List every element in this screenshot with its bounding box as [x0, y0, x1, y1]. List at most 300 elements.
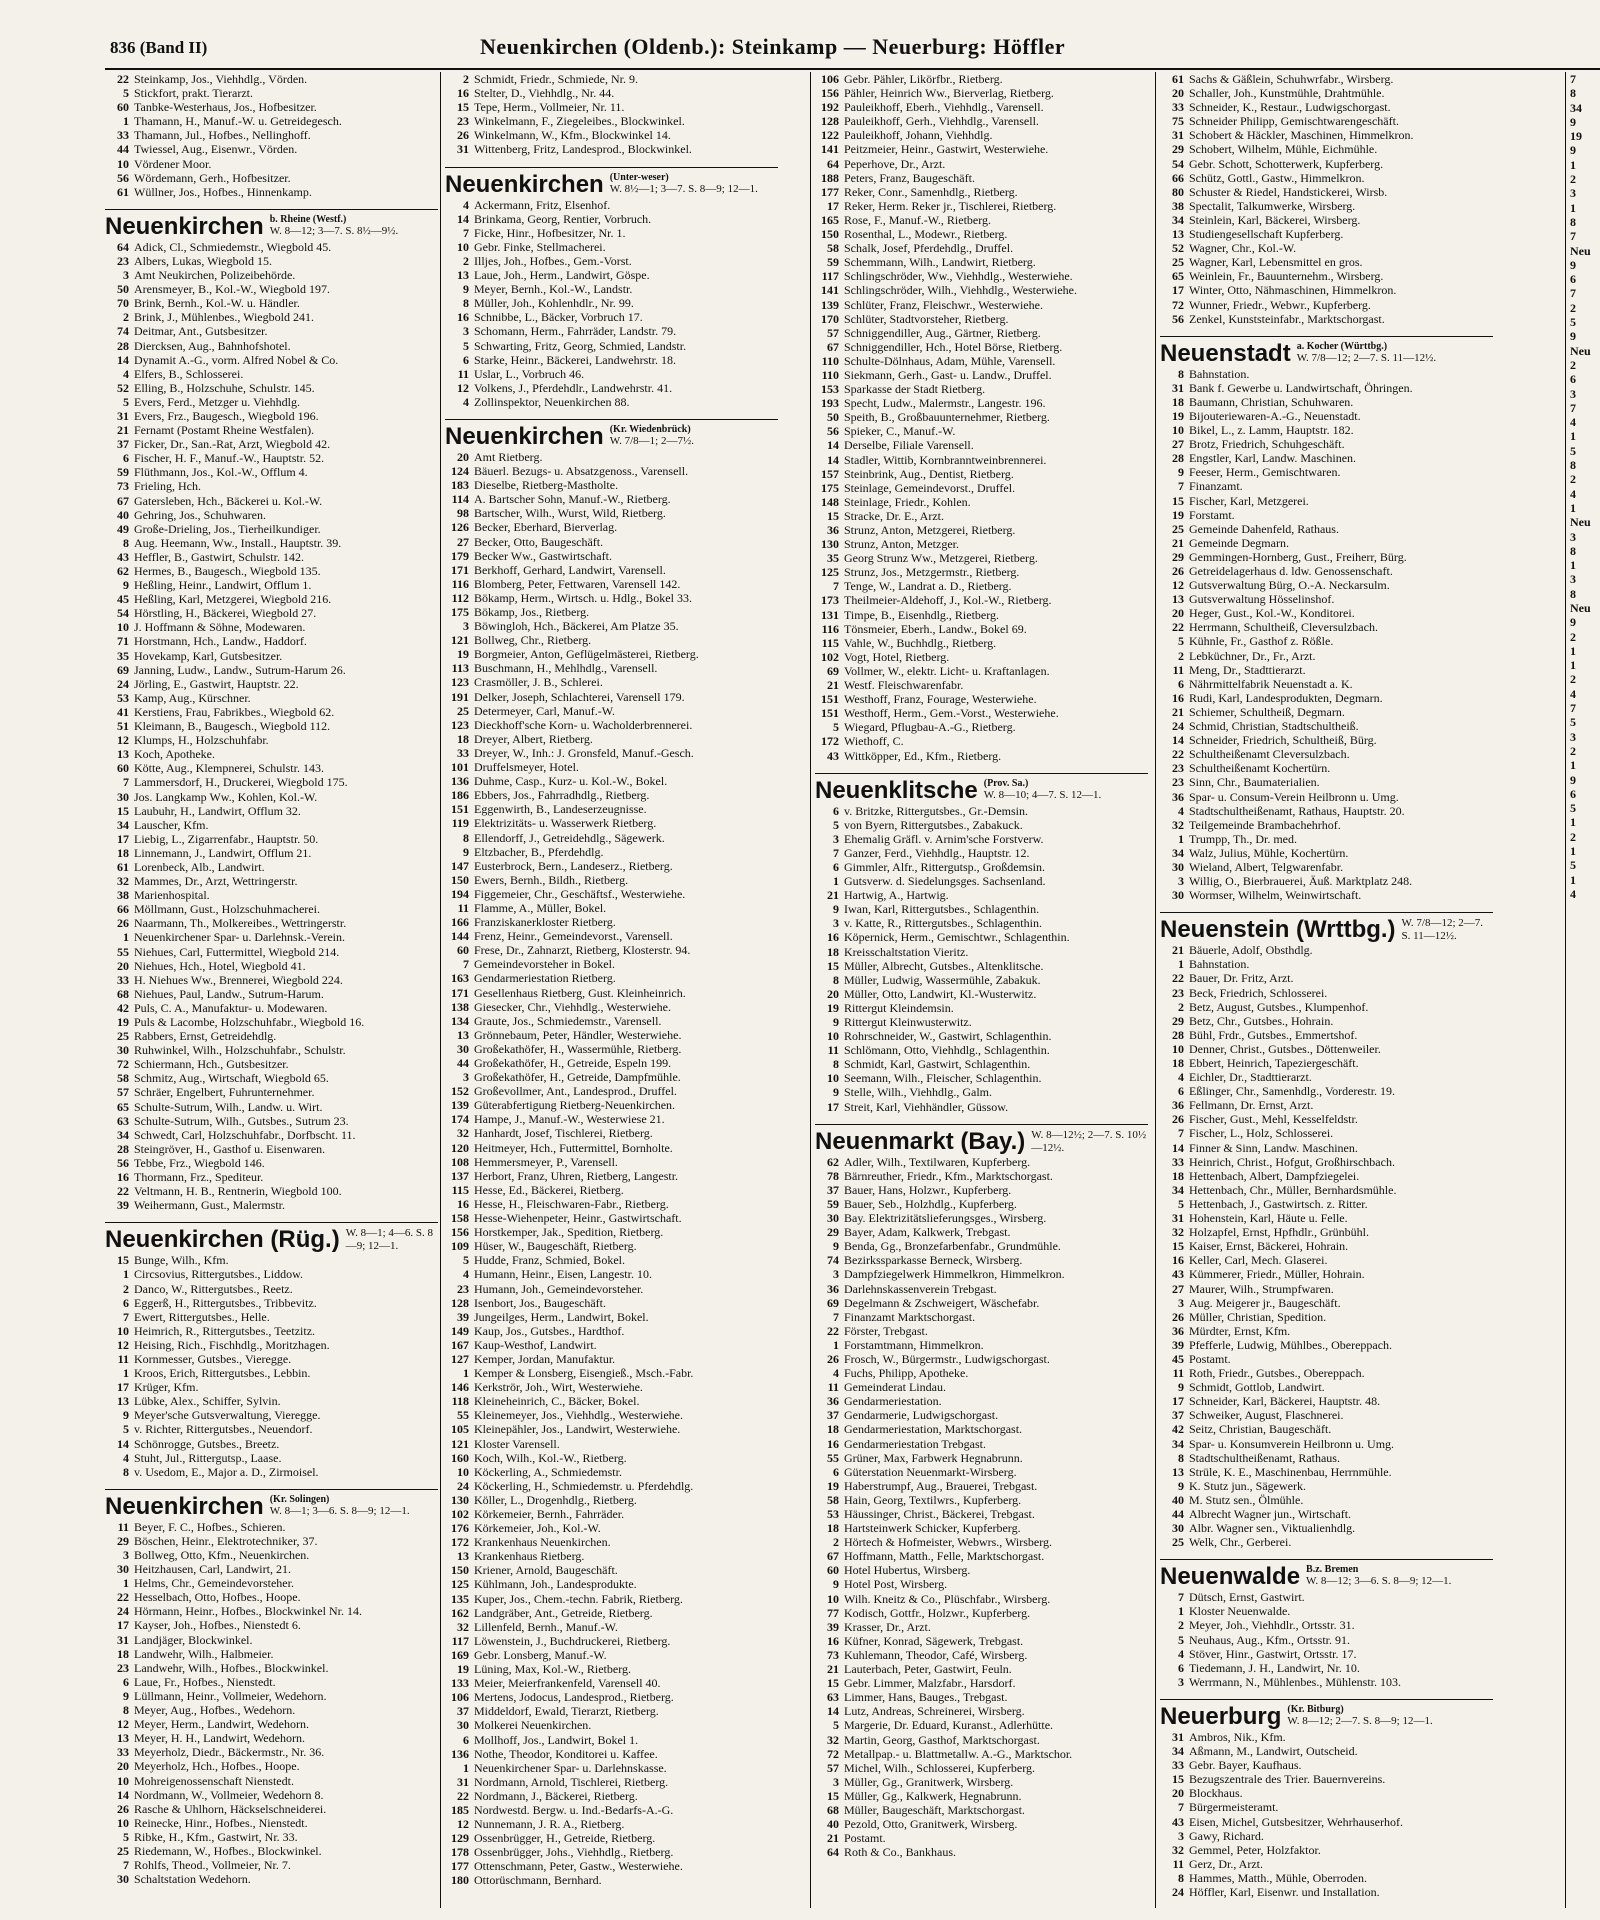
list-item: [105, 1352, 438, 1366]
list-item: [815, 1577, 1148, 1591]
phone-number: 14: [117, 1787, 129, 1802]
phone-number: 31: [1172, 380, 1184, 395]
entry-list: [815, 72, 1148, 763]
phone-number: 5: [833, 720, 839, 735]
subscriber-entry: Rohlfs, Theod., Vollmeier, Nr. 7.: [134, 1858, 291, 1873]
list-item: [1160, 1310, 1493, 1324]
phone-number: 50: [117, 282, 129, 297]
section-heading: [1160, 341, 1493, 367]
subscriber-entry: Fernamt (Postamt Rheine Westfalen).: [134, 423, 315, 438]
list-item: [1160, 818, 1493, 832]
phone-number: 7: [1178, 1590, 1184, 1605]
subscriber-entry: Isenbort, Jos., Baugeschäft.: [474, 1295, 606, 1310]
phone-number: 13: [457, 1549, 469, 1564]
phone-number: 34: [1172, 212, 1184, 227]
subscriber-entry: Weihermann, Gust., Malermstr.: [134, 1198, 286, 1213]
list-item: [1160, 592, 1493, 606]
phone-number: 19: [457, 647, 469, 662]
subscriber-entry: Uslar, L., Vorbruch 46.: [474, 366, 585, 381]
list-item: [1160, 86, 1493, 100]
list-item: [445, 1662, 778, 1676]
subscriber-entry: Eggerß, H., Rittergutsbes., Tribbevitz.: [134, 1295, 317, 1310]
subscriber-entry: Laue, Fr., Hofbes., Nienstedt.: [134, 1674, 276, 1689]
subscriber-entry: Kuhlemann, Theodor, Café, Wirsberg.: [844, 1647, 1028, 1662]
phone-number: 19: [117, 1015, 129, 1029]
phone-number: 23: [1172, 985, 1184, 1000]
list-item: [815, 199, 1148, 213]
phone-number: 17: [117, 831, 129, 846]
column-divider: [1155, 72, 1156, 1908]
phone-number: 35: [117, 648, 129, 663]
list-item: [815, 1085, 1148, 1099]
phone-number: 18: [117, 1646, 129, 1661]
phone-number: 133: [451, 1676, 469, 1691]
phone-number: 6: [463, 1732, 469, 1747]
subscriber-entry: Hesselbach, Otto, Hofbes., Hoope.: [134, 1590, 301, 1605]
subscriber-entry: Borgmeier, Anton, Geflügelmästerei, Rietberg.: [474, 647, 699, 662]
subscriber-entry: Giesecker, Chr., Viehhdlg., Westerwiehe.: [474, 999, 672, 1014]
phone-number: 183: [451, 478, 469, 493]
list-item: [445, 100, 778, 114]
list-item: [445, 1563, 778, 1577]
list-item: [815, 1648, 1148, 1662]
subscriber-entry: Lüllmann, Heinr., Vollmeier, Wedehorn.: [134, 1688, 327, 1703]
list-item: [445, 1056, 778, 1070]
list-item: [815, 579, 1148, 593]
subscriber-entry: Heßling, Heinr., Landwirt, Offlum 1.: [134, 578, 312, 593]
phone-number: 13: [1172, 227, 1184, 242]
phone-number: 54: [1172, 156, 1184, 171]
list-item: [105, 1548, 438, 1562]
subscriber-entry: Kleineheinrich, C., Bäcker, Bokel.: [474, 1394, 640, 1409]
phone-number: 2: [833, 1535, 839, 1550]
list-item: [105, 1675, 438, 1689]
phone-number: 2: [463, 72, 469, 86]
list-item: [1160, 663, 1493, 677]
phone-number: 113: [451, 661, 469, 676]
phone-number: 2: [123, 310, 129, 325]
phone-number: 18: [827, 944, 839, 959]
phone-number: 3: [833, 831, 839, 846]
list-item: [815, 1803, 1148, 1817]
subscriber-entry: Blockhaus.: [1189, 1786, 1243, 1801]
subscriber-entry: Kayser, Joh., Hofbes., Nienstedt 6.: [134, 1618, 301, 1633]
phone-number: 9: [463, 282, 469, 297]
phone-number: 19: [827, 1000, 839, 1015]
phone-number: 12: [457, 1817, 469, 1832]
subscriber-entry: Westf. Fleischwarenfabr.: [844, 678, 964, 693]
list-item: [105, 296, 438, 310]
subscriber-entry: Meyer, Bernh., Kol.-W., Landstr.: [474, 282, 633, 297]
phone-number: 64: [827, 156, 839, 171]
phone-number: 15: [827, 958, 839, 973]
list-item: [445, 1493, 778, 1507]
phone-number: 11: [1172, 1366, 1184, 1381]
subscriber-entry: Degelmann & Zschweigert, Wäschefabr.: [844, 1295, 1040, 1310]
subscriber-entry: Georg Strunz Ww., Metzgerei, Rietberg.: [844, 551, 1038, 566]
column-divider: [440, 72, 441, 1908]
subscriber-entry: Aug. Heemann, Ww., Install., Hauptstr. 39.: [134, 535, 342, 550]
phone-number: 23: [457, 114, 469, 129]
phone-number: 24: [457, 1478, 469, 1493]
edge-fragment: 4: [1570, 686, 1576, 701]
phone-number: 30: [117, 789, 129, 804]
list-item: [815, 860, 1148, 874]
list-item: [815, 72, 1148, 86]
list-item: [445, 1225, 778, 1239]
subscriber-entry: Bayer, Adam, Kalkwerk, Trebgast.: [844, 1225, 1011, 1240]
subscriber-entry: Elektrizitäts- u. Wasserwerk Rietberg.: [474, 816, 657, 831]
subscriber-entry: Denner, Christ., Gutsbes., Döttenweiler.: [1189, 1041, 1381, 1056]
list-item: [105, 578, 438, 592]
phone-number: 1: [123, 1576, 129, 1591]
phone-number: 56: [1172, 311, 1184, 326]
list-item: [815, 1100, 1148, 1114]
subscriber-entry: Schneider, Friedrich, Schultheiß, Bürg.: [1189, 733, 1377, 748]
phone-number: 5: [123, 86, 129, 101]
phone-number: 43: [1172, 1267, 1184, 1282]
list-item: [105, 522, 438, 536]
phone-number: 5: [463, 338, 469, 353]
subscriber-entry: Wieland, Albert, Telgwarenfabr.: [1189, 859, 1344, 874]
edge-fragment: 4: [1570, 886, 1576, 901]
subscriber-entry: Fuchs, Philipp, Apotheke.: [844, 1366, 969, 1381]
subscriber-entry: Köpernick, Herm., Gemischtwr., Schlagenthin.: [844, 930, 1070, 945]
phone-number: 101: [451, 760, 469, 775]
phone-number: 21: [827, 1662, 839, 1677]
subscriber-entry: Bäuerle, Adolf, Obsthdlg.: [1189, 943, 1313, 958]
list-item: [1160, 1338, 1493, 1352]
edge-fragment: 8: [1570, 86, 1576, 101]
list-item: [815, 453, 1148, 467]
entry-list: [445, 72, 778, 157]
edge-fragment: 5: [1570, 443, 1576, 458]
subscriber-entry: Strunz, Jos., Metzgermstr., Rietberg.: [844, 565, 1020, 580]
phone-number: 33: [117, 128, 129, 143]
subscriber-entry: Schwedt, Carl, Holzschuhfabr., Dorfbscht. 11.: [134, 1127, 356, 1142]
subscriber-entry: Bökamp, Herm., Wirtsch. u. Hdlg., Bokel 33.: [474, 590, 692, 605]
list-item: [815, 1253, 1148, 1267]
list-item: [445, 1408, 778, 1422]
phone-number: 58: [117, 1071, 129, 1086]
subscriber-entry: Delker, Joseph, Schlachterei, Varensell 179.: [474, 689, 685, 704]
subscriber-entry: Meyer'sche Gutsverwaltung, Vieregge.: [134, 1408, 321, 1423]
subscriber-entry: Streit, Karl, Viehhändler, Güssow.: [844, 1099, 1009, 1114]
subscriber-entry: Meyerholz, Diedr., Bäckermstr., Nr. 36.: [134, 1745, 325, 1760]
subscriber-entry: Kleimann, B., Baugesch., Wiegbold 112.: [134, 719, 331, 734]
phone-number: 191: [451, 689, 469, 704]
phone-number: 7: [833, 845, 839, 860]
phone-number: 136: [451, 1746, 469, 1761]
list-item: [815, 1211, 1148, 1225]
list-item: [445, 1070, 778, 1084]
phone-number: 12: [117, 1337, 129, 1352]
phone-number: 22: [117, 1184, 129, 1199]
list-item: [105, 324, 438, 338]
list-item: [1160, 437, 1493, 451]
phone-number: 34: [117, 817, 129, 832]
phone-number: 2: [463, 253, 469, 268]
list-item: [445, 563, 778, 577]
list-item: [815, 382, 1148, 396]
list-item: [815, 945, 1148, 959]
section-meta: [1297, 341, 1436, 365]
page-header: [110, 34, 1590, 62]
phone-number: 12: [117, 733, 129, 748]
phone-number: 4: [123, 1450, 129, 1465]
phone-number: 24: [1172, 1884, 1184, 1899]
edge-fragment: Neu: [1570, 600, 1591, 615]
section-meta: [610, 424, 694, 448]
list-item: [105, 1872, 438, 1886]
phone-number: 61: [117, 184, 129, 199]
subscriber-entry: v. Richter, Rittergutsbes., Neuendorf.: [134, 1422, 313, 1437]
subscriber-entry: Adick, Cl., Schmiedemstr., Wiegbold 45.: [134, 239, 332, 254]
subscriber-entry: Middeldorf, Ewald, Tierarzt, Rietberg.: [474, 1704, 659, 1719]
edge-fragment: 2: [1570, 472, 1576, 487]
subscriber-entry: Ruhwinkel, Wilh., Holzschuhfabr., Schulstr.: [134, 1043, 346, 1058]
list-item: [1160, 1507, 1493, 1521]
phone-number: 3: [463, 619, 469, 634]
section-meta: [1402, 917, 1493, 943]
phone-number: 9: [123, 1688, 129, 1703]
list-item: [445, 774, 778, 788]
directory-section: [1160, 336, 1493, 903]
list-item: [445, 1577, 778, 1591]
subscriber-entry: Ebbert, Heinrich, Tapeziergeschäft.: [1189, 1056, 1359, 1070]
phone-number: 147: [451, 858, 469, 873]
subscriber-entry: Schweiker, August, Flaschnerei.: [1189, 1408, 1344, 1423]
list-item: [445, 1507, 778, 1521]
phone-number: 39: [827, 1619, 839, 1634]
subscriber-entry: Hohenstein, Karl, Häute u. Felle.: [1189, 1211, 1348, 1226]
phone-number: 21: [827, 1831, 839, 1846]
list-item: [445, 1366, 778, 1380]
phone-number: 31: [117, 408, 129, 423]
phone-number: 186: [451, 788, 469, 803]
phone-number: 25: [117, 1843, 129, 1858]
phone-number: 7: [1178, 1126, 1184, 1141]
subscriber-entry: Puls, C. A., Manufaktur- u. Modewaren.: [134, 1000, 328, 1015]
phone-number: 8: [123, 1464, 129, 1479]
phone-number: 149: [451, 1323, 469, 1338]
subscriber-entry: Hoffmann, Matth., Felle, Marktschorgast.: [844, 1549, 1045, 1564]
phone-number: 33: [1172, 100, 1184, 115]
list-item: [445, 816, 778, 830]
subscriber-entry: Schmitz, Aug., Wirtschaft, Wiegbold 65.: [134, 1071, 329, 1086]
section-heading: [445, 424, 778, 450]
phone-number: 19: [1172, 408, 1184, 423]
phone-number: 122: [821, 128, 839, 143]
subscriber-entry: Grönnebaum, Peter, Händler, Westerwiehe.: [474, 1027, 682, 1042]
phone-number: 125: [821, 565, 839, 580]
list-item: [1160, 550, 1493, 564]
edge-fragment: 8: [1570, 458, 1576, 473]
subscriber-entry: Siekmann, Gerh., Gast- u. Landw., Druffel.: [844, 367, 1052, 382]
list-item: [1160, 1352, 1493, 1366]
list-item: [1160, 142, 1493, 156]
phone-number: 138: [451, 999, 469, 1014]
subscriber-entry: Kötte, Aug., Klempnerei, Schulstr. 143.: [134, 761, 324, 776]
list-item: [815, 1352, 1148, 1366]
subscriber-entry: Großekathöfer, H., Wassermühle, Rietberg.: [474, 1041, 682, 1056]
subscriber-entry: Holzapfel, Ernst, Hpfhdlr., Grünbühl.: [1189, 1225, 1369, 1240]
list-item: [105, 268, 438, 282]
subscriber-entry: Möllmann, Gust., Holzschuhmacherei.: [134, 902, 320, 917]
list-item: [815, 213, 1148, 227]
phone-number: 12: [117, 1717, 129, 1732]
edge-fragment: Neu: [1570, 343, 1591, 358]
list-item: [815, 1465, 1148, 1479]
list-item: [445, 1437, 778, 1451]
place-qualifier: (Unter-weser): [609, 171, 669, 183]
phone-number: 175: [451, 605, 469, 619]
phone-number: 9: [833, 902, 839, 917]
phone-number: 62: [117, 564, 129, 578]
list-item: [445, 1098, 778, 1112]
phone-number: 61: [117, 859, 129, 874]
subscriber-entry: Niehues, Carl, Futtermittel, Wiegbold 214.: [134, 944, 340, 959]
list-item: [815, 1282, 1148, 1296]
phone-number: 17: [827, 198, 839, 213]
phone-number: 9: [123, 578, 129, 593]
list-item: [815, 1563, 1148, 1577]
phone-number: 22: [1172, 620, 1184, 635]
list-item: [815, 1493, 1148, 1507]
list-item: [445, 506, 778, 520]
phone-number: 29: [1172, 142, 1184, 157]
phone-number: 144: [451, 929, 469, 944]
phone-number: 8: [1178, 366, 1184, 381]
list-item: [815, 354, 1148, 368]
list-item: [105, 100, 438, 114]
phone-number: 3: [123, 1548, 129, 1562]
subscriber-entry: Schmidt, Gottlob, Landwirt.: [1189, 1380, 1325, 1395]
phone-number: 42: [1172, 1422, 1184, 1437]
list-item: [1160, 171, 1493, 185]
list-item: [1160, 747, 1493, 761]
phone-number: 8: [463, 296, 469, 311]
edge-fragment: 7: [1570, 400, 1576, 415]
list-item: [445, 1310, 778, 1324]
phone-number: 31: [117, 1632, 129, 1647]
subscriber-entry: Riedemann, W., Hofbes., Blockwinkel.: [134, 1843, 322, 1858]
subscriber-entry: Eisen, Michel, Gutsbesitzer, Wehrhauserhof.: [1189, 1814, 1403, 1829]
subscriber-entry: Dieselbe, Rietberg-Mastholte.: [474, 478, 619, 493]
subscriber-entry: Mohreigenossenschaft Nienstedt.: [134, 1773, 294, 1788]
phone-number: 146: [451, 1380, 469, 1395]
phone-number: 125: [451, 1577, 469, 1592]
phone-number: 36: [1172, 789, 1184, 804]
subscriber-entry: Bijouteriewaren-A.-G., Neuenstadt.: [1189, 408, 1361, 423]
phone-number: 21: [1172, 535, 1184, 550]
entry-list: [105, 72, 438, 199]
phone-number: 5: [123, 394, 129, 409]
list-item: [445, 1155, 778, 1169]
list-item: [105, 747, 438, 761]
list-item: [815, 1324, 1148, 1338]
list-item: [815, 720, 1148, 734]
phone-number: 2: [1178, 999, 1184, 1014]
subscriber-entry: Betz, August, Gutsbes., Klumpenhof.: [1189, 999, 1369, 1014]
subscriber-entry: Landwehr, Wilh., Hofbes., Blockwinkel.: [134, 1660, 329, 1675]
list-item: [105, 663, 438, 677]
subscriber-entry: Thamann, H., Manuf.-W. u. Getreidegesch.: [134, 114, 342, 129]
edge-fragment: 2: [1570, 743, 1576, 758]
phone-number: 137: [451, 1168, 469, 1183]
list-item: [445, 690, 778, 704]
subscriber-entry: Kaup, Jos., Gutsbes., Hardthof.: [474, 1323, 625, 1338]
subscriber-entry: Rittergut Kleinwusterwitz.: [844, 1015, 972, 1029]
subscriber-entry: Albers, Lukas, Wiegbold 15.: [134, 253, 272, 268]
phone-number: 49: [117, 521, 129, 536]
subscriber-entry: Meyer, H. H., Landwirt, Wedehorn.: [134, 1731, 305, 1746]
subscriber-entry: Eichler, Dr., Stadttierarzt.: [1189, 1070, 1312, 1085]
list-item: [815, 255, 1148, 269]
phone-number: 2: [123, 1281, 129, 1296]
list-item: [105, 171, 438, 185]
list-item: [1160, 227, 1493, 241]
list-item: [105, 1015, 438, 1029]
phone-number: 5: [123, 1422, 129, 1437]
list-item: [445, 1267, 778, 1281]
subscriber-entry: Margerie, Dr. Eduard, Kuranst., Adlerhütte.: [844, 1718, 1054, 1733]
list-item: [1160, 1590, 1493, 1604]
subscriber-entry: Amt Neukirchen, Polizeibehörde.: [134, 268, 296, 283]
section-meta: [1031, 1129, 1148, 1155]
phone-number: 9: [833, 1015, 839, 1029]
subscriber-entry: Bökamp, Jos., Rietberg.: [474, 605, 590, 619]
list-item: [815, 1183, 1148, 1197]
subscriber-entry: Wüllner, Jos., Hofbes., Hinnenkamp.: [134, 184, 312, 199]
list-item: [105, 254, 438, 268]
edge-fragment: 5: [1570, 315, 1576, 330]
phone-number: 52: [117, 380, 129, 395]
list-item: [1160, 1000, 1493, 1014]
phone-number: 116: [451, 576, 469, 591]
subscriber-entry: Ewert, Rittergutsbes., Helle.: [134, 1309, 270, 1324]
subscriber-entry: Kaup-Westhof, Landwirt.: [474, 1337, 597, 1352]
subscriber-entry: Kerstiens, Frau, Fabrikbes., Wiegbold 62.: [134, 704, 335, 719]
directory-section: [1160, 912, 1493, 1549]
list-item: [105, 1267, 438, 1281]
list-item: [815, 1718, 1148, 1732]
office-hours: W. 7/8—1; 2—7½.: [609, 434, 694, 447]
phone-number: 171: [451, 562, 469, 577]
phone-number: 173: [821, 593, 839, 608]
subscriber-entry: Wittenberg, Fritz, Landesprod., Blockwinkel.: [474, 142, 692, 157]
phone-number: 22: [117, 72, 129, 86]
phone-number: 1: [463, 1366, 469, 1381]
subscriber-entry: Thamann, Jul., Hofbes., Nellinghoff.: [134, 128, 311, 143]
list-item: [815, 1789, 1148, 1803]
list-item: [445, 901, 778, 915]
phone-number: 14: [827, 452, 839, 467]
phone-number: 73: [827, 1647, 839, 1662]
list-item: [105, 888, 438, 902]
subscriber-entry: Tebbe, Frz., Wiegbold 146.: [134, 1155, 265, 1170]
subscriber-entry: Gendarmerie, Ludwigschorgast.: [844, 1408, 999, 1423]
subscriber-entry: Nordmann, W., Vollmeier, Wedehorn 8.: [134, 1787, 324, 1802]
list-item: [815, 1704, 1148, 1718]
subscriber-entry: Determeyer, Carl, Manuf.-W.: [474, 703, 616, 718]
subscriber-entry: Gebr. Schott, Schotterwerk, Kupferberg.: [1189, 156, 1384, 171]
subscriber-entry: Heinrich, Christ., Hofgut, Großhirschbach.: [1189, 1154, 1395, 1169]
phone-number: 16: [827, 1633, 839, 1648]
adjacent-page-edge: [1570, 72, 1600, 1908]
subscriber-entry: Ficke, Hinr., Hofbesitzer, Nr. 1.: [474, 225, 626, 240]
place-name: Neuenmarkt (Bay.): [815, 1127, 1026, 1155]
